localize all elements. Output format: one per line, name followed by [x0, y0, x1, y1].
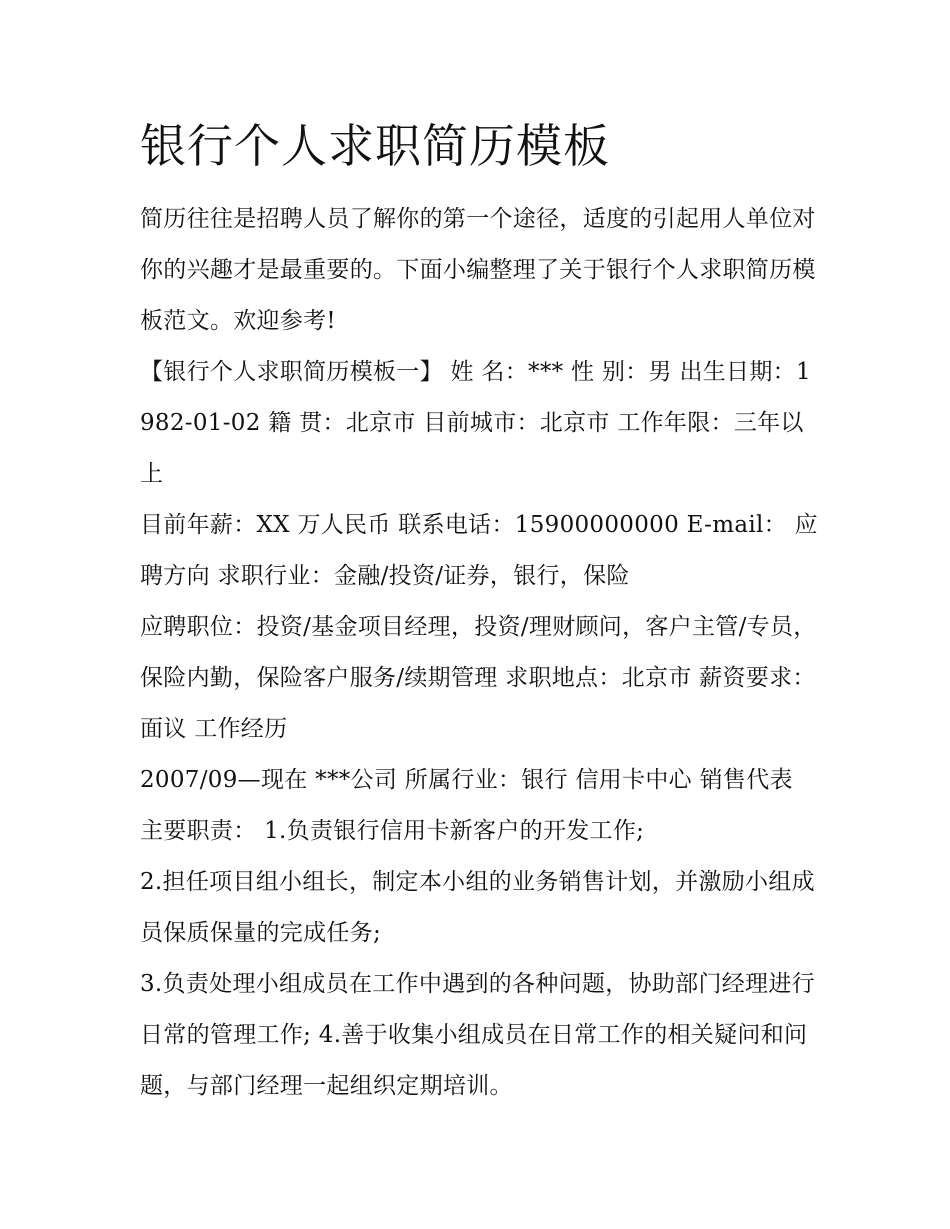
intro-paragraph: 简历往往是招聘人员了解你的第一个途径，适度的引起用人单位对你的兴趣才是最重要的。下面小编整理了关于银行个人求职简历模板范文。欢迎参考! — [140, 206, 816, 334]
position-paragraph: 应聘职位：投资/基金项目经理，投资/理财顾问，客户主管/专员，保险内勤，保险客户服务/续期管理 求职地点：北京市 薪资要求： 面议 工作经历 — [140, 614, 817, 742]
work-history-paragraph: 2007/09—现在 ***公司 所属行业：银行 信用卡中心 销售代表 — [140, 767, 793, 793]
duty-2-paragraph: 2.担任项目组小组长，制定本小组的业务销售计划，并激励小组成员保质保量的完成任务; — [140, 869, 815, 946]
salary-contact-paragraph: 目前年薪：XX 万人民币 联系电话：15900000000 E-mail： 应聘方向 求职行业：金融/投资/证券，银行，保险 — [140, 512, 818, 589]
basic-info-paragraph: 【银行个人求职简历模板一】 姓 名：*** 性 别：男 出生日期：1982-01-02 籍 贯：北京市 目前城市：北京市 工作年限：三年以上 — [140, 359, 811, 487]
document-title: 银行个人求职简历模板 — [140, 119, 610, 173]
document-body — [140, 112, 820, 1112]
duty-3-4-paragraph: 3.负责处理小组成员在工作中遇到的各种问题，协助部门经理进行日常的管理工作; 4.善于收集小组成员在日常工作的相关疑问和问题，与部门经理一起组织定期培训。 — [140, 971, 815, 1099]
duty-1-paragraph: 主要职责： 1.负责银行信用卡新客户的开发工作; — [140, 818, 645, 844]
